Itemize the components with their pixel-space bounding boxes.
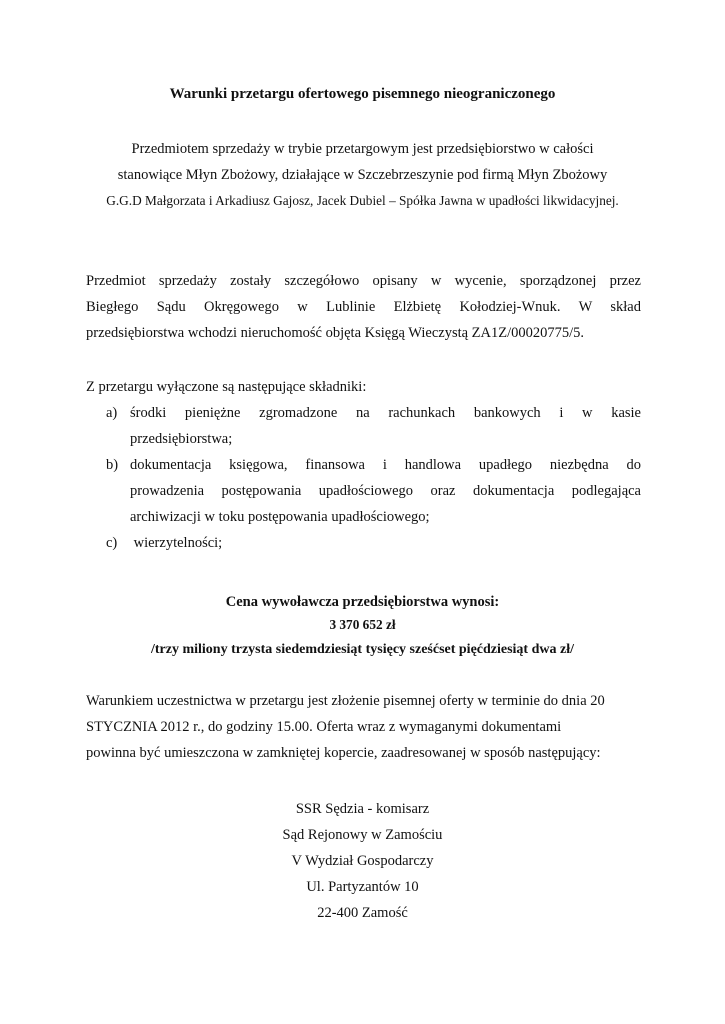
list-item-line: środki pieniężne zgromadzone na rachunkach bankowych i w kasie [130, 405, 641, 421]
address-line: SSR Sędzia - komisarz [295, 801, 430, 817]
address-block [0, 796, 725, 926]
list-marker: c) [106, 535, 118, 551]
list-marker: a) [106, 405, 118, 421]
price-in-words: /trzy miliony trzysta siedemdziesiąt tysięcy sześćset pięćdziesiąt dwa zł/ [150, 642, 574, 657]
address-line: Sąd Rejonowy w Zamościu [282, 827, 443, 843]
exclusions-list [106, 400, 641, 556]
price-amount: 3 370 652 zł [329, 617, 396, 632]
price-block [0, 592, 725, 660]
exclusions-heading: Z przetargu wyłączone są następujące składniki: [86, 379, 367, 395]
list-item [106, 530, 641, 556]
price-heading: Cena wywoławcza przedsiębiorstwa wynosi: [225, 594, 500, 610]
intro-line: G.G.D Małgorzata i Arkadiusz Gajosz, Jacek Dubiel – Spółka Jawna w upadłości likwidacyjnej. [106, 193, 619, 208]
list-item-line: wierzytelności; [130, 535, 223, 551]
list-item-line: dokumentacja księgowa, finansowa i handlowa upadłego niezbędna do [130, 457, 641, 473]
conditions-line: Warunkiem uczestnictwa w przetargu jest złożenie pisemnej oferty w terminie do dnia 20 [86, 693, 605, 709]
conditions-line: powinna być umieszczona w zamkniętej kopercie, zaadresowanej w sposób następujący: [86, 745, 601, 761]
intro-paragraph [70, 136, 655, 214]
description-paragraph [86, 268, 641, 346]
list-item [106, 400, 641, 452]
address-line: Ul. Partyzantów 10 [306, 879, 419, 895]
description-line: przedsiębiorstwa wchodzi nieruchomość objęta Księgą Wieczystą ZA1Z/00020775/5. [86, 325, 585, 341]
address-line: 22-400 Zamość [317, 905, 408, 921]
description-line: Biegłego Sądu Okręgowego w Lublinie Elżbietę Kołodziej-Wnuk. W skład [86, 299, 641, 315]
list-item-line: archiwizacji w toku postępowania upadłościowego; [130, 509, 430, 525]
list-item-line: przedsiębiorstwa; [130, 431, 233, 447]
intro-line: stanowiące Młyn Zbożowy, działające w Szczebrzeszynie pod firmą Młyn Zbożowy [117, 167, 608, 183]
conditions-paragraph [86, 688, 646, 766]
list-item [106, 452, 641, 530]
address-line: V Wydział Gospodarczy [291, 853, 434, 869]
intro-line: Przedmiotem sprzedaży w trybie przetargowym jest przedsiębiorstwo w całości [131, 141, 594, 157]
description-line: Przedmiot sprzedaży zostały szczegółowo opisany w wycenie, sporządzonej przez [86, 273, 641, 289]
document-title: Warunki przetargu ofertowego pisemnego nieograniczonego [169, 86, 556, 102]
list-item-line: prowadzenia postępowania upadłościowego oraz dokumentacja podlegająca [130, 483, 641, 499]
conditions-line: STYCZNIA 2012 r., do godziny 15.00. Oferta wraz z wymaganymi dokumentami [86, 719, 562, 735]
list-marker: b) [106, 457, 119, 473]
